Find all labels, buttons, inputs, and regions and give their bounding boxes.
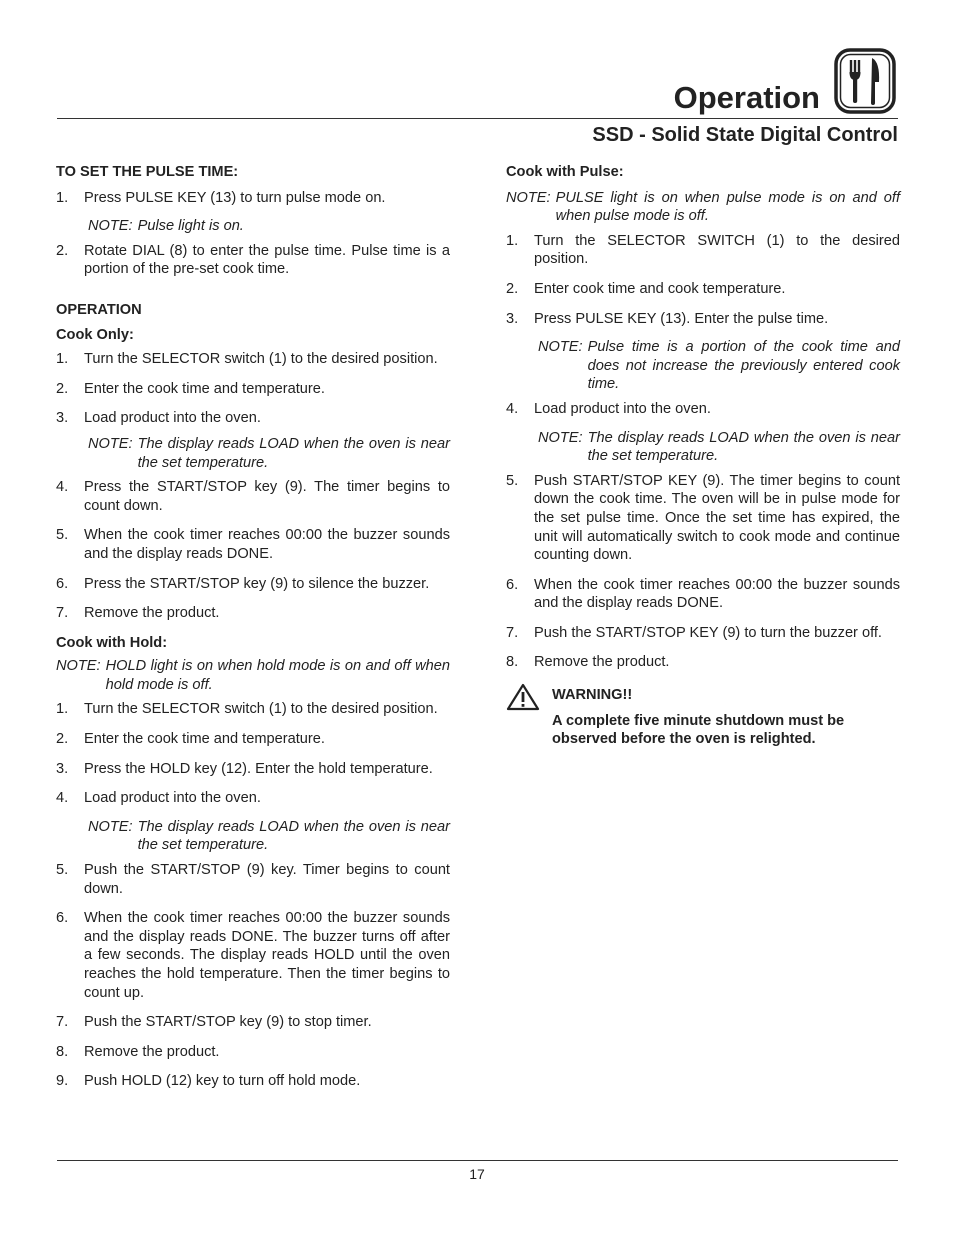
step-text: Load product into the oven. [84, 410, 261, 427]
header-rule [57, 118, 898, 119]
step-number: 1. [506, 232, 519, 249]
note [506, 189, 900, 226]
note-label: NOTE: [506, 189, 551, 206]
note [88, 217, 450, 236]
footer-rule [57, 1160, 898, 1161]
note-label: NOTE: [88, 435, 133, 452]
cook-only-heading: Cook Only: [56, 326, 134, 343]
warning-title: WARNING!! [552, 687, 633, 704]
list-item [56, 242, 450, 279]
list-item [56, 350, 450, 369]
list-item [506, 624, 900, 643]
step-number: 4. [56, 479, 69, 496]
step-number: 6. [56, 575, 69, 592]
note-text: Pulse light is on. [137, 218, 244, 235]
page-title: Operation [673, 80, 820, 115]
cook-pulse-steps-2 [506, 400, 900, 419]
step-number: 7. [56, 605, 69, 622]
list-item [56, 604, 450, 623]
cook-pulse-steps-3 [506, 472, 900, 672]
step-text: Load product into the oven. [84, 790, 261, 807]
step-number: 6. [56, 910, 69, 927]
cook-hold-steps [56, 700, 450, 807]
step-text: Push the START/STOP key (9) to stop timer. [84, 1014, 372, 1031]
list-item [56, 478, 450, 515]
list-item [56, 189, 450, 208]
step-number: 3. [56, 760, 69, 777]
warning-triangle-icon [506, 683, 540, 711]
note-text: The display reads LOAD when the oven is near the set temperature. [587, 429, 900, 465]
step-text: Load product into the oven. [534, 400, 711, 417]
step-number: 5. [56, 527, 69, 544]
note-label: NOTE: [538, 429, 583, 446]
step-text: Enter cook time and cook temperature. [534, 280, 786, 297]
list-item [506, 472, 900, 565]
list-item [56, 1013, 450, 1032]
step-text: Press the START/STOP key (9). The timer begins to count down. [84, 479, 450, 514]
step-text: Turn the SELECTOR switch (1) to the desired position. [84, 351, 438, 368]
note-text: HOLD light is on when hold mode is on and off when hold mode is off. [105, 658, 450, 693]
pulse-time-heading: TO SET THE PULSE TIME: [56, 164, 239, 180]
step-text: Rotate DIAL (8) to enter the pulse time. Pulse time is a portion of the pre-set cook time. [84, 242, 450, 278]
list-item [56, 730, 450, 749]
note-text: The display reads LOAD when the oven is near the set temperature. [137, 818, 450, 854]
step-text: Enter the cook time and temperature. [84, 380, 325, 397]
step-text: When the cook timer reaches 00:00 the buzzer sounds and the display reads DONE. The buzzer turns off after a few seconds. The display reads HOLD until the oven reaches the hold temperature. Then the timer begins to count up. [84, 910, 450, 1001]
step-text: Press the START/STOP key (9) to silence the buzzer. [84, 575, 430, 592]
list-item [506, 232, 900, 269]
list-item [506, 653, 900, 672]
step-text: When the cook timer reaches 00:00 the buzzer sounds and the display reads DONE. [84, 527, 450, 562]
step-number: 1. [56, 351, 69, 368]
list-item [506, 400, 900, 419]
step-text: Push HOLD (12) key to turn off hold mode. [84, 1073, 361, 1090]
list-item [506, 576, 900, 613]
step-number: 1. [56, 701, 69, 718]
list-item [56, 700, 450, 719]
step-number: 5. [506, 472, 519, 489]
right-column [506, 163, 900, 749]
list-item [56, 380, 450, 399]
pulse-time-steps-2 [56, 242, 450, 279]
step-text: Push the START/STOP KEY (9) to turn the buzzer off. [534, 624, 882, 641]
cook-hold-steps-continued [56, 861, 450, 1091]
step-text: Press the HOLD key (12). Enter the hold temperature. [84, 760, 433, 777]
step-text: Remove the product. [84, 1043, 220, 1060]
step-number: 4. [506, 400, 519, 417]
note-label: NOTE: [88, 218, 133, 235]
step-number: 3. [56, 410, 69, 427]
note-text: Pulse time is a portion of the cook time and does not increase the previously entered cook time. [587, 339, 900, 393]
step-text: Remove the product. [534, 654, 670, 671]
note [538, 338, 900, 394]
note-label: NOTE: [538, 339, 583, 356]
step-text: Remove the product. [84, 605, 220, 622]
page-subtitle: SSD - Solid State Digital Control [592, 124, 898, 146]
cook-hold-heading: Cook with Hold: [56, 634, 168, 651]
note-text: PULSE light is on when pulse mode is on and off when pulse mode is off. [555, 189, 900, 225]
list-item [56, 409, 450, 428]
step-text: Enter the cook time and temperature. [84, 731, 325, 748]
step-number: 2. [56, 731, 69, 748]
step-text: Push START/STOP KEY (9). The timer begins to count down the cook time. The oven will be in pulse mode for the set pulse time. Once the set time has expired, the unit will automatically switch to cook mode and continue counting down. [534, 472, 900, 564]
cook-only-steps [56, 350, 450, 428]
warning-box [506, 686, 900, 749]
step-number: 7. [506, 624, 519, 641]
note-text: The display reads LOAD when the oven is near the set temperature. [137, 435, 450, 471]
page-number: 17 [469, 1166, 485, 1182]
note [56, 657, 450, 694]
step-number: 5. [56, 862, 69, 879]
operation-heading: OPERATION [56, 301, 142, 318]
note [88, 818, 450, 855]
list-item [56, 861, 450, 898]
step-number: 2. [56, 380, 69, 397]
list-item [56, 575, 450, 594]
warning-text: A complete five minute shutdown must be observed before the oven is relighted. [552, 712, 845, 748]
list-item [56, 909, 450, 1002]
step-number: 2. [506, 280, 519, 297]
step-text: Turn the SELECTOR switch (1) to the desired position. [84, 701, 438, 718]
step-number: 3. [506, 310, 519, 327]
list-item [56, 1072, 450, 1091]
step-text: Push the START/STOP (9) key. Timer begins to count down. [84, 862, 450, 897]
step-number: 7. [56, 1014, 69, 1031]
left-column [56, 163, 450, 1102]
step-number: 6. [506, 576, 519, 593]
pulse-time-steps [56, 189, 450, 208]
list-item [56, 1043, 450, 1062]
cook-pulse-steps [506, 232, 900, 328]
step-text: Press PULSE KEY (13). Enter the pulse time. [534, 310, 829, 327]
list-item [506, 280, 900, 299]
note-label: NOTE: [56, 658, 101, 675]
cook-only-steps-continued [56, 478, 450, 623]
note [88, 435, 450, 472]
step-text: Turn the SELECTOR SWITCH (1) to the desired position. [534, 232, 900, 268]
step-number: 4. [56, 790, 69, 807]
note-label: NOTE: [88, 818, 133, 835]
step-number: 1. [56, 189, 69, 206]
step-number: 8. [56, 1043, 69, 1060]
step-number: 2. [56, 242, 69, 259]
fork-knife-icon [834, 48, 896, 114]
list-item [506, 310, 900, 329]
cook-pulse-heading: Cook with Pulse: [506, 164, 624, 180]
list-item [56, 760, 450, 779]
step-number: 8. [506, 654, 519, 671]
step-text: When the cook timer reaches 00:00 the buzzer sounds and the display reads DONE. [534, 576, 900, 612]
note [538, 429, 900, 466]
step-text: Press PULSE KEY (13) to turn pulse mode on. [84, 189, 386, 206]
list-item [56, 526, 450, 563]
step-number: 9. [56, 1073, 69, 1090]
list-item [56, 789, 450, 808]
